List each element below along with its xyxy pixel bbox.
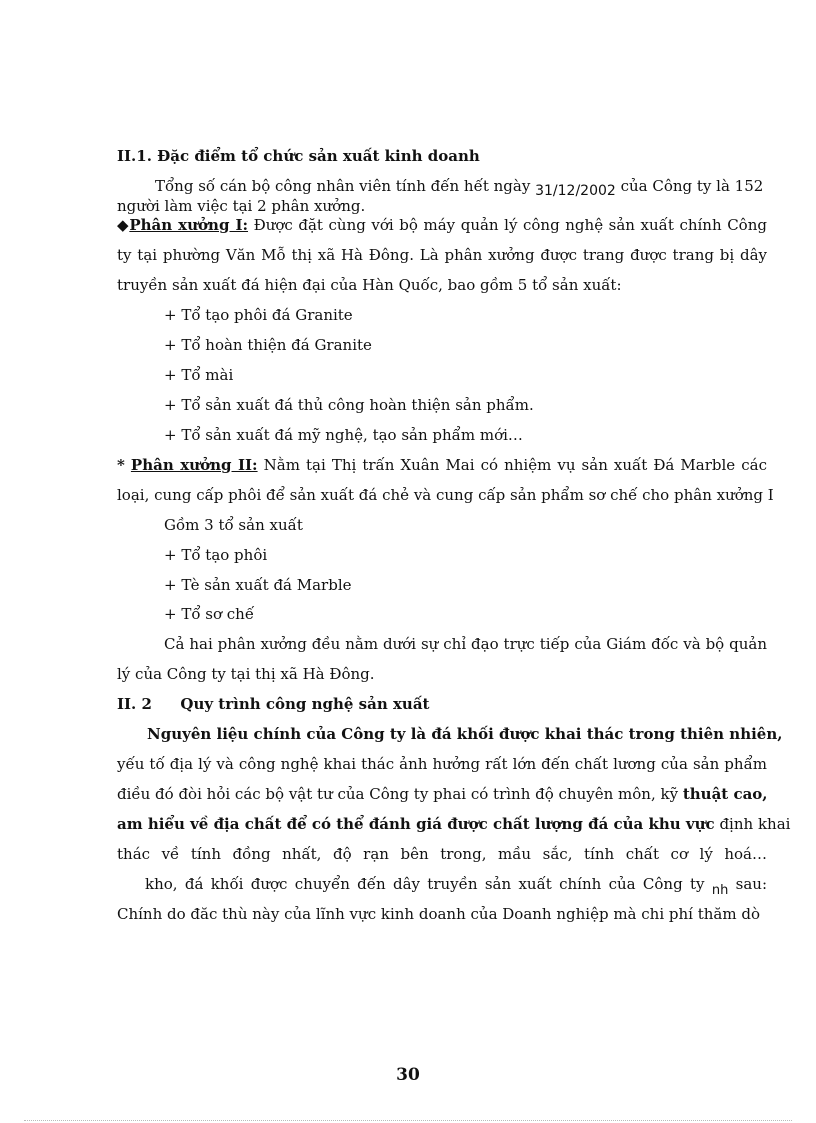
workshop1-line-3: truyền sản xuất đá hiện đại của Hàn Quốc, bao gồm 5 tổ sản xuất: [117, 276, 622, 294]
intro-line-1 [155, 176, 767, 197]
workshop2-item-3: + Tổ sơ chế [164, 605, 255, 623]
diamond-bullet-icon: ◆ [117, 216, 130, 234]
process-line-2: yếu tố địa lý và công nghệ khai thác ảnh hưởng rất lớn đến chất lương của sản phẩm [117, 755, 767, 773]
process-line-3-text: điều đó đòi hỏi các bộ vật tư của Công ty phai có trình độ chuyên môn, kỹ [117, 785, 679, 803]
workshop2-item-2: + Tè sản xuất đá Marble [164, 576, 352, 594]
section-2-title: Quy trình công nghệ sản xuất [180, 695, 430, 713]
process-line-4-text: định khai [719, 815, 791, 833]
section-heading-2 [117, 694, 767, 714]
process-line-3-bold: thuật cao, [682, 785, 768, 803]
summary-line-2: lý của Công ty tại thị xã Hà Đông. [117, 665, 375, 683]
workshop2-line-2: loại, cung cấp phôi để sản xuất đá chẻ và cung cấp sản phẩm sơ chế cho phân xưởng I [117, 486, 774, 504]
workshop1-text-1: Được đặt cùng với bộ máy quản lý công nghệ sản xuất chính Công [253, 216, 767, 234]
page-number: 30 [396, 1065, 420, 1085]
intro-text-b: của Công ty là 152 [620, 177, 764, 195]
process-line-1: Nguyên liệu chính của Công ty là đá khối được khai thác trong thiên nhiên, [147, 725, 783, 743]
process-line-6 [145, 874, 767, 896]
workshop1-item-2: + Tổ hoàn thiện đá Granite [164, 336, 372, 354]
intro-text-a: Tổng số cán bộ công nhân viên tính đến hết ngày [155, 177, 531, 195]
bottom-divider [24, 1120, 792, 1121]
workshop1-line-2: ty tại phường Văn Mỗ thị xã Hà Đông. Là phân xưởng được trang được trang bị dây [117, 246, 767, 264]
workshop1-item-3: + Tổ mài [164, 366, 234, 384]
intro-line-2: người làm việc tại 2 phân xưởng. [117, 197, 366, 215]
workshop2-text-1: Nằm tại Thị trấn Xuân Mai có nhiệm vụ sản xuất Đá Marble các [263, 456, 767, 474]
process-line-4-bold: am hiểu về địa chất để có thể đánh giá được chất lượng đá của khu vực [117, 815, 715, 833]
summary-line-1: Cả hai phân xưởng đều nằm dưới sự chỉ đạo trực tiếp của Giám đốc và bộ quản [164, 635, 767, 653]
workshop2-title: Phân xưởng II: [130, 456, 258, 474]
asterisk-bullet-icon: * [117, 456, 125, 474]
workshop1-title: Phân xưởng I: [129, 216, 249, 234]
workshop2-line-1 [117, 455, 767, 475]
process-line-5: thác về tính đồng nhất, độ rạn bên trong, mầu sắc, tính chất cơ lý hoá… [117, 845, 767, 863]
workshop1-item-5: + Tổ sản xuất đá mỹ nghệ, tạo sản phẩm mới… [164, 426, 523, 444]
workshop1-line-1 [117, 215, 767, 235]
workshop1-item-1: + Tổ tạo phôi đá Granite [164, 306, 353, 324]
section-heading-1: II.1. Đặc điểm tổ chức sản xuất kinh doanh [117, 147, 480, 165]
process-line-3 [117, 784, 767, 804]
process-line-6-text: kho, đá khối được chuyển đến dây truyền sản xuất chính của Công ty [145, 875, 705, 893]
section-2-number: II. 2 [117, 695, 152, 713]
intro-date: 31/12/2002 [535, 183, 616, 199]
workshop2-item-1: + Tổ tạo phôi [164, 546, 268, 564]
workshop1-item-4: + Tổ sản xuất đá thủ công hoàn thiện sản phẩm. [164, 396, 534, 414]
workshop2-group: Gồm 3 tổ sản xuất [164, 516, 303, 534]
process-line-6-fragment: nh [711, 883, 729, 898]
process-line-6-end: sau: [735, 875, 767, 893]
process-line-4 [117, 814, 791, 834]
process-line-7: Chính do đăc thù này của lĩnh vực kinh doanh của Doanh nghiệp mà chi phí thăm dò [117, 905, 760, 923]
